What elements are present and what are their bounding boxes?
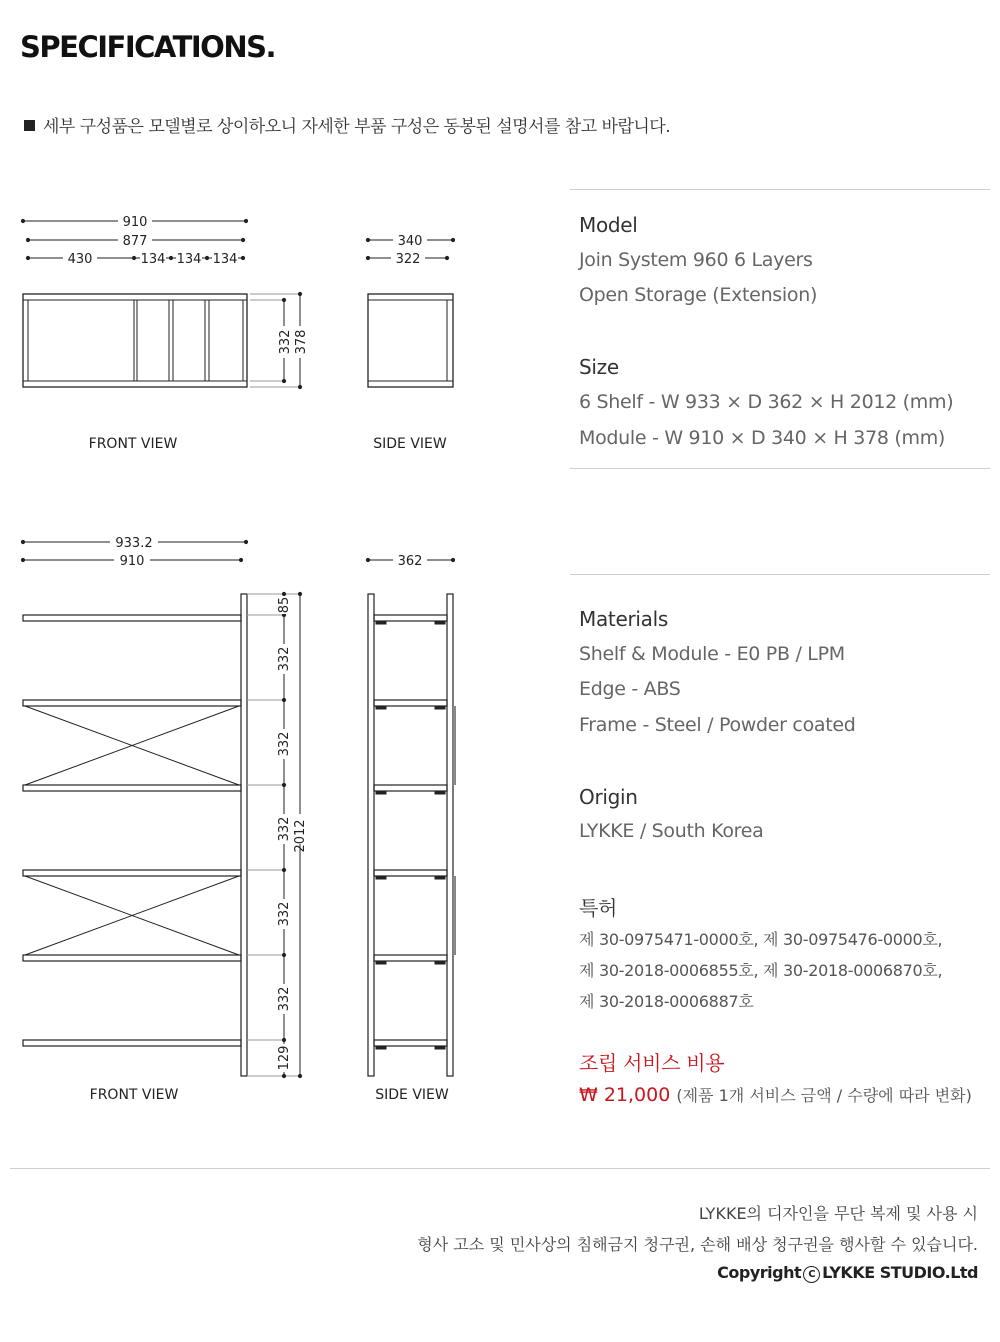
dim-module-seg-1: 134 bbox=[140, 252, 166, 267]
assembly-note: (제품 1개 서비스 금액 / 수량에 따라 변화) bbox=[676, 1086, 972, 1105]
patent-line-1: 제 30-0975471-0000호, 제 30-0975476-0000호, bbox=[579, 930, 943, 949]
divider bbox=[570, 468, 990, 469]
dim-shelf-depth: 362 bbox=[397, 554, 423, 569]
dim-module-height-inner: 332 bbox=[278, 329, 293, 355]
copyright-icon: C bbox=[803, 1266, 820, 1283]
divider bbox=[570, 574, 990, 575]
module-side-view bbox=[366, 231, 454, 452]
assembly-price-row bbox=[579, 1083, 972, 1106]
dim-module-height-total: 378 bbox=[294, 329, 309, 355]
dim-module-seg-2: 134 bbox=[176, 252, 202, 267]
size-line-1: 6 Shelf - W 933 × D 362 × H 2012 (mm) bbox=[579, 391, 954, 413]
dim-module-depth-total: 340 bbox=[397, 234, 423, 249]
size-heading: Size bbox=[579, 355, 619, 379]
origin-line: LYKKE / South Korea bbox=[579, 820, 764, 842]
notice-label: 세부 구성품은 모델별로 상이하오니 자세한 부품 구성은 동봉된 설명서를 참고 바랍니다. bbox=[43, 117, 671, 137]
copyright-pre: Copyright bbox=[717, 1263, 802, 1282]
divider bbox=[570, 189, 990, 190]
footer-divider bbox=[10, 1168, 990, 1169]
dim-module-width-total: 910 bbox=[122, 215, 148, 230]
patent-line-2: 제 30-2018-0006855호, 제 30-2018-0006870호, bbox=[579, 961, 943, 980]
materials-line-2: Edge - ABS bbox=[579, 678, 681, 700]
shelf-front-view bbox=[21, 533, 310, 1100]
page-title: SPECIFICATIONS. bbox=[20, 30, 275, 64]
dim-shelf-bottom-offset: 129 bbox=[277, 1045, 292, 1071]
dim-shelf-top-offset: 85 bbox=[277, 596, 292, 614]
model-heading: Model bbox=[579, 213, 638, 237]
module-front-view bbox=[21, 212, 309, 452]
dim-shelf-width-total: 933.2 bbox=[115, 536, 153, 551]
dim-module-seg-3: 134 bbox=[212, 252, 238, 267]
shelf-front-view-label: FRONT VIEW bbox=[89, 1087, 179, 1100]
dim-module-seg-left: 430 bbox=[67, 252, 93, 267]
materials-line-1: Shelf & Module - E0 PB / LPM bbox=[579, 643, 845, 665]
module-front-view-label: FRONT VIEW bbox=[88, 436, 178, 452]
technical-drawings bbox=[0, 0, 560, 1100]
dim-module-width-inner: 877 bbox=[122, 234, 148, 249]
model-line-2: Open Storage (Extension) bbox=[579, 284, 818, 306]
dim-shelf-bay-3: 332 bbox=[277, 816, 292, 842]
dim-shelf-width-inner: 910 bbox=[119, 554, 145, 569]
dim-shelf-bay-5: 332 bbox=[277, 986, 292, 1012]
copyright bbox=[717, 1263, 978, 1283]
dim-shelf-bay-4: 332 bbox=[277, 901, 292, 927]
dim-shelf-bay-2: 332 bbox=[277, 731, 292, 757]
shelf-side-view bbox=[366, 551, 456, 1100]
assembly-price: ₩ 21,000 bbox=[579, 1084, 671, 1106]
footer-line-1: LYKKE의 디자인을 무단 복제 및 사용 시 bbox=[698, 1204, 978, 1223]
materials-line-3: Frame - Steel / Powder coated bbox=[579, 714, 856, 736]
footer-line-2: 형사 고소 및 민사상의 침해금지 청구권, 손해 배상 청구권을 행사할 수 있습니다. bbox=[417, 1235, 978, 1254]
dim-shelf-height-total: 2012 bbox=[293, 819, 308, 853]
dim-shelf-bay-1: 332 bbox=[277, 646, 292, 672]
assembly-heading: 조립 서비스 비용 bbox=[579, 1051, 725, 1075]
module-side-view-label: SIDE VIEW bbox=[373, 436, 447, 452]
materials-heading: Materials bbox=[579, 607, 668, 631]
size-line-2: Module - W 910 × D 340 × H 378 (mm) bbox=[579, 427, 946, 449]
patent-heading: 특허 bbox=[579, 896, 618, 920]
shelf-side-view-label: SIDE VIEW bbox=[375, 1087, 449, 1100]
model-line-1: Join System 960 6 Layers bbox=[579, 249, 813, 271]
dim-module-depth-inner: 322 bbox=[395, 252, 421, 267]
copyright-post: LYKKE STUDIO.Ltd bbox=[822, 1263, 978, 1282]
origin-heading: Origin bbox=[579, 785, 638, 809]
patent-line-3: 제 30-2018-0006887호 bbox=[579, 992, 754, 1011]
